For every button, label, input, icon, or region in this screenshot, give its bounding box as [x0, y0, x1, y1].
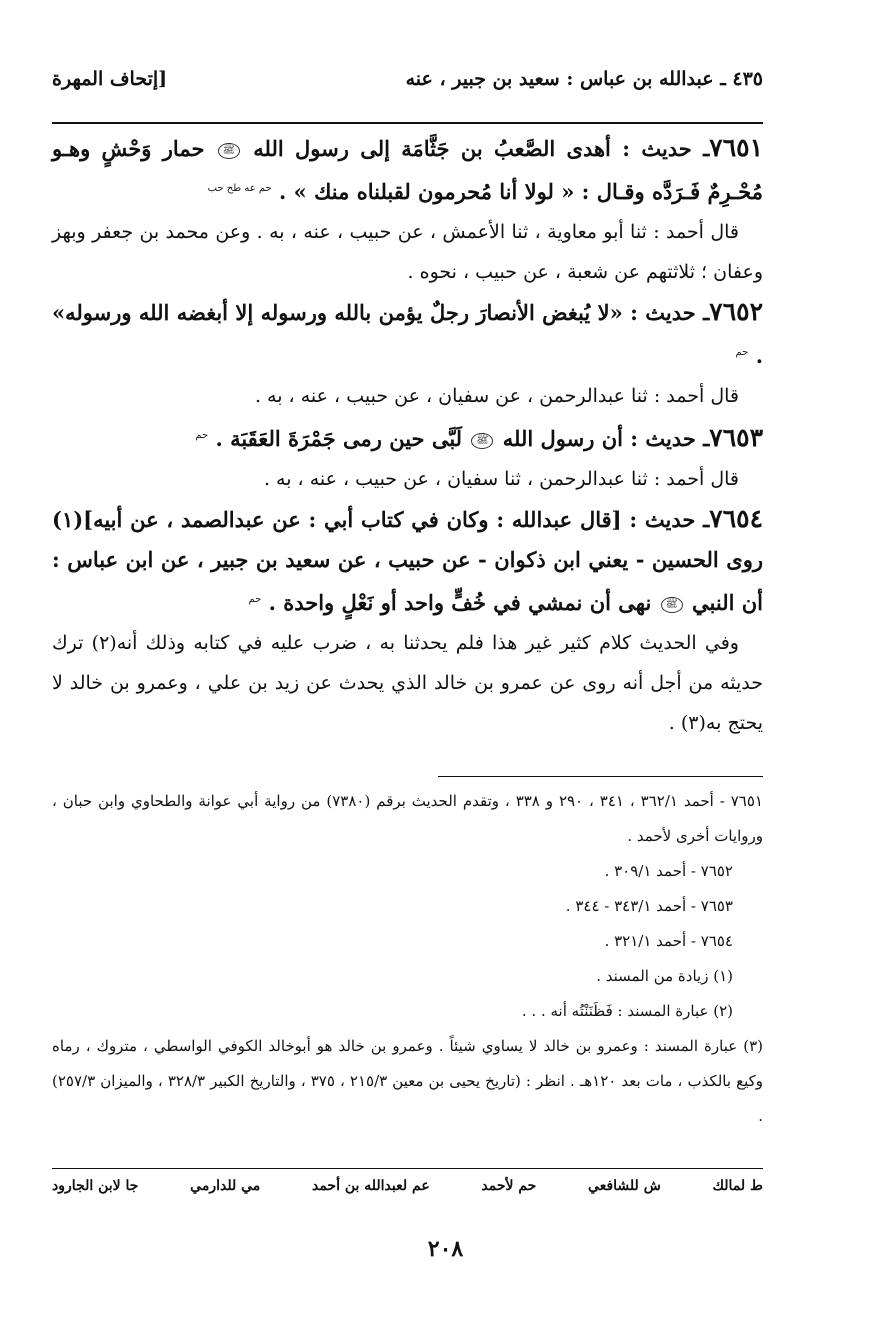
legend-item: عم لعبدالله بن أحمد [311, 1178, 430, 1194]
hadith-text-cont: لَبَّى حين رمى جَمْرَةَ العَقَبَة . [215, 426, 463, 451]
hadith-7652 [52, 292, 763, 376]
hadith-7653 [52, 416, 763, 459]
hadith-7654 [52, 499, 763, 623]
footnote-rule [438, 776, 763, 777]
footnote-3: (٣) عبارة المسند : وعمرو بن خالد لا يساوي شيئاً . وعمرو بن خالد هو أبوخالد الكوفي الواسطي ، متروك ، رماه وكيع بالكذب ، مات بعد ١٢٠هـ . انظر : (تاريخ يحيى بن معين ٢١٥/٣ ، ٣٧٥ ، والتاريخ الكبير ٣٢٨/٣ ، والميزان ٢٥٧/٣) . [52, 1037, 763, 1125]
hadith-text: ـ حديث : «لا يُبغض الأنصارَ رجلٌ يؤمن بالله ورسوله إلا أبغضه الله ورسوله» . [52, 300, 763, 368]
hadith-text-cont: نهى أن نمشي في خُفٍّ واحد أو نَعْلٍ واحدة . [268, 590, 652, 615]
running-header-book: [إتحاف المهرة [52, 68, 168, 90]
salla-icon: ﷺ [218, 143, 240, 159]
isnad-7653: قال أحمد : ثنا عبدالرحمن ، ثنا سفيان ، عن حبيب ، عنه ، به . [263, 468, 739, 490]
isnad-7651: قال أحمد : ثنا أبو معاوية ، ثنا الأعمش ، عن حبيب ، عنه ، به . وعن محمد بن جعفر وبهز وعفان ؛ ثلاثتهم عن شعبة ، عن حبيب ، نحوه . [52, 221, 763, 283]
hadith-number: ٧٦٥٣ [709, 423, 763, 452]
legend-rule [52, 1168, 763, 1169]
footnotes [52, 784, 763, 1134]
hadith-sigla: حم [195, 430, 209, 441]
hadith-number: ٧٦٥١ [709, 133, 763, 162]
hadith-text-cont: حمار وَحْشٍ وهـو مُحْـرِمٌ فَـرَدَّه وقـال : « لولا أنا مُحرمون لقبلناه منك » . [52, 136, 763, 204]
hadith-sigla: حم عه طح حب [207, 183, 272, 194]
footnote-7651: ٧٦٥١ - أحمد ٣٦٢/١ ، ٣٤١ ، ٢٩٠ و ٣٣٨ ، وتقدم الحديث برقم (٧٣٨٠) من رواية أبي عوانة والطحاوي وابن حبان ، وروايات أخرى لأحمد . [52, 792, 763, 845]
footnote-1: (١) زيادة من المسند . [596, 967, 733, 985]
hadith-7651 [52, 128, 763, 212]
footnote-7654: ٧٦٥٤ - أحمد ٣٢١/١ . [604, 932, 733, 950]
sigla-legend [52, 1178, 763, 1194]
legend-item: ط لمالك [712, 1178, 763, 1194]
salla-icon: ﷺ [661, 597, 683, 613]
footnote-7653: ٧٦٥٣ - أحمد ٣٤٣/١ - ٣٤٤ . [565, 897, 733, 915]
legend-item: مي للدارمي [190, 1178, 261, 1194]
hadith-7654-comment: وفي الحديث كلام كثير غير هذا فلم يحدثنا به ، ضرب عليه في كتابه وذلك أنه(٢) ترك حديثه من أجل أنه روى عن عمرو بن خالد الذي يحدث عن زيد بن علي ، وعمرو بن خالد لا يحتج به(٣) . [52, 632, 763, 734]
running-header-title: ٤٣٥ ـ عبدالله بن عباس : سعيد بن جبير ، عنه [405, 68, 763, 90]
legend-item: جا لابن الجارود [52, 1178, 139, 1194]
hadith-text: ـ حديث : أن رسول الله [502, 426, 710, 451]
isnad-7652: قال أحمد : ثنا عبدالرحمن ، عن سفيان ، عن حبيب ، عنه ، به . [254, 385, 739, 407]
salla-icon: ﷺ [471, 433, 493, 449]
footnote-2: (٢) عبارة المسند : فَظَنَنْتُه أنه . . . [521, 1002, 733, 1020]
hadith-sigla: حم [248, 594, 262, 605]
page-number: ٢٠٨ [427, 1236, 464, 1262]
hadith-number: ٧٦٥٢ [709, 297, 763, 326]
main-text [52, 128, 763, 743]
footnote-7652: ٧٦٥٢ - أحمد ٣٠٩/١ . [604, 862, 733, 880]
running-header [52, 68, 763, 90]
legend-item: ش للشافعي [588, 1178, 661, 1194]
hadith-sigla: حم [735, 347, 749, 358]
legend-item: حم لأحمد [481, 1178, 537, 1194]
hadith-text: ـ حديث : أهدى الصَّعبُ بن جَثَّامَة إلى رسول الله [253, 136, 710, 161]
hadith-number: ٧٦٥٤ [709, 504, 763, 533]
header-rule [52, 122, 763, 124]
hadith-text: ـ حديث : [قال عبدالله : وكان في كتاب أبي : عن عبدالصمد ، عن أبيه](١) روى الحسين - يعني ابن ذكوان - عن حبيب ، عن سعيد بن جبير ، عن ابن عباس : أن النبي [52, 507, 763, 615]
